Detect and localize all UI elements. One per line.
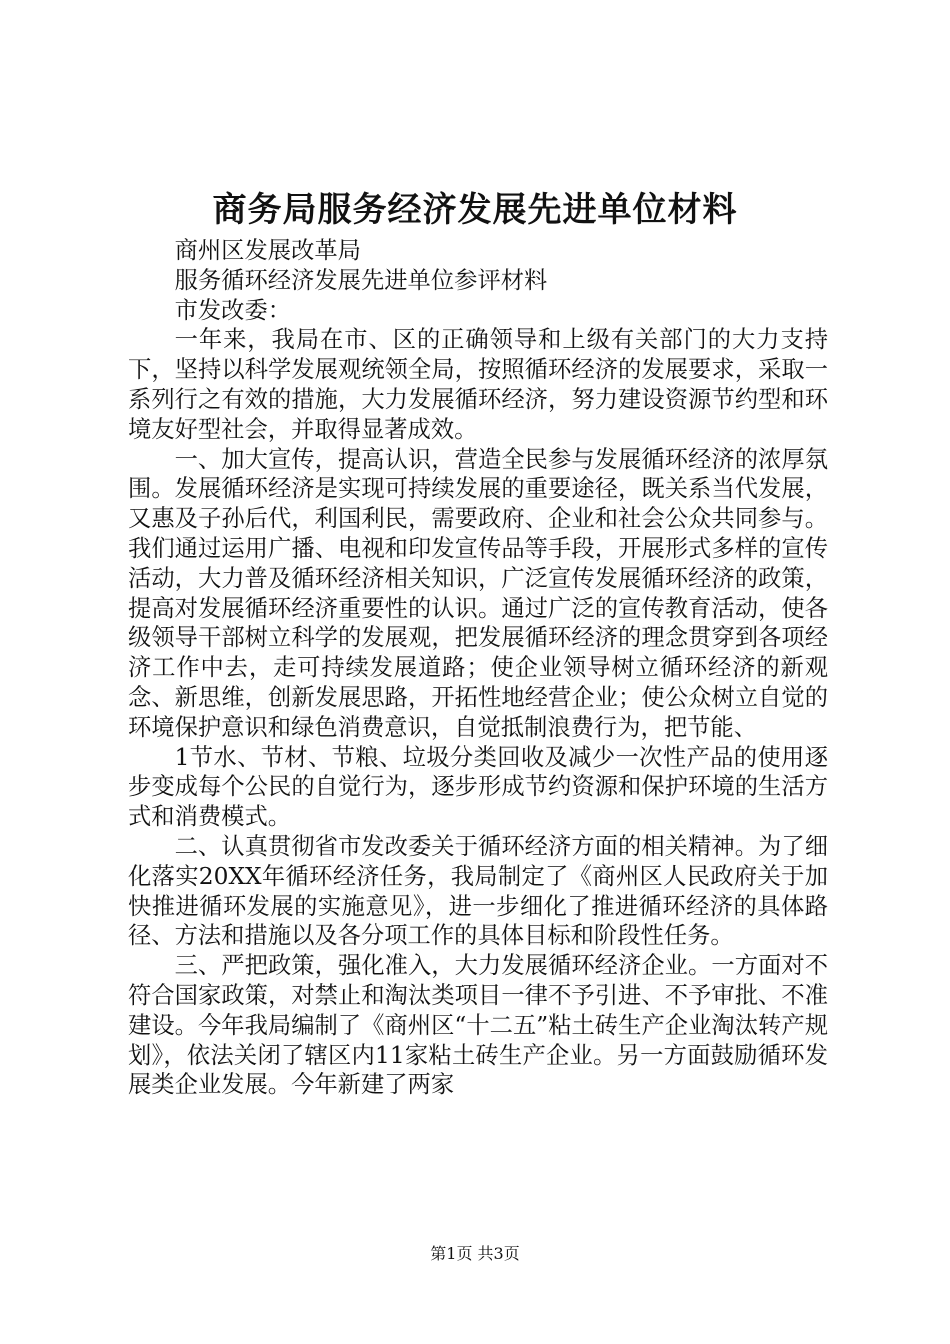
document-title: 商务局服务经济发展先进单位材料	[212, 190, 738, 230]
paragraph-subtitle: 服务循环经济发展先进单位参评材料	[174, 266, 548, 294]
paragraph-intro: 一年来，我局在市、区的正确领导和上级有关部门的大力支持下，坚持以科学发展观统领全局，按照循环经济的发展要求，采取一系列行之有效的措施，大力发展循环经济，努力建设资源节约型和环境友好型社会，并取得显著成效。	[128, 326, 828, 443]
paragraph-section-1-cont: 1节水、节材、节粮、垃圾分类回收及减少一次性产品的使用逐步变成每个公民的自觉行为，逐步形成节约资源和保护环境的生活方式和消费模式。	[128, 743, 828, 831]
page-footer: 第1页 共3页	[430, 1244, 520, 1263]
document-body	[128, 236, 828, 1100]
paragraph-salutation: 市发改委：	[174, 296, 292, 324]
paragraph-section-3: 三、严把政策，强化准入，大力发展循环经济企业。一方面对不符合国家政策，对禁止和淘汰类项目一律不予引进、不予审批、不准建设。今年我局编制了《商州区“十二五”粘土砖生产企业淘汰转产规划》，依法关闭了辖区内11家粘土砖生产企业。另一方面鼓励循环发展类企业发展。今年新建了两家	[128, 952, 828, 1099]
paragraph-issuer: 商州区发展改革局	[174, 237, 361, 264]
paragraph-section-1: 一、加大宣传，提高认识，营造全民参与发展循环经济的浓厚氛围。发展循环经济是实现可持续发展的重要途径，既关系当代发展，又惠及子孙后代，利国利民，需要政府、企业和社会公众共同参与。我们通过运用广播、电视和印发宣传品等手段，开展形式多样的宣传活动，大力普及循环经济相关知识，广泛宣传发展循环经济的政策，提高对发展循环经济重要性的认识。通过广泛的宣传教育活动，使各级领导干部树立科学的发展观，把发展循环经济的理念贯穿到各项经济工作中去，走可持续发展道路；使企业领导树立循环经济的新观念、新思维，创新发展思路，开拓性地经营企业；使公众树立自觉的环境保护意识和绿色消费意识，自觉抵制浪费行为，把节能、	[128, 445, 828, 741]
paragraph-section-2: 二、认真贯彻省市发改委关于循环经济方面的相关精神。为了细化落实20XX年循环经济任务，我局制定了《商州区人民政府关于加快推进循环发展的实施意见》，进一步细化了推进循环经济的具体路径、方法和措施以及各分项工作的具体目标和阶段性任务。	[128, 832, 828, 950]
